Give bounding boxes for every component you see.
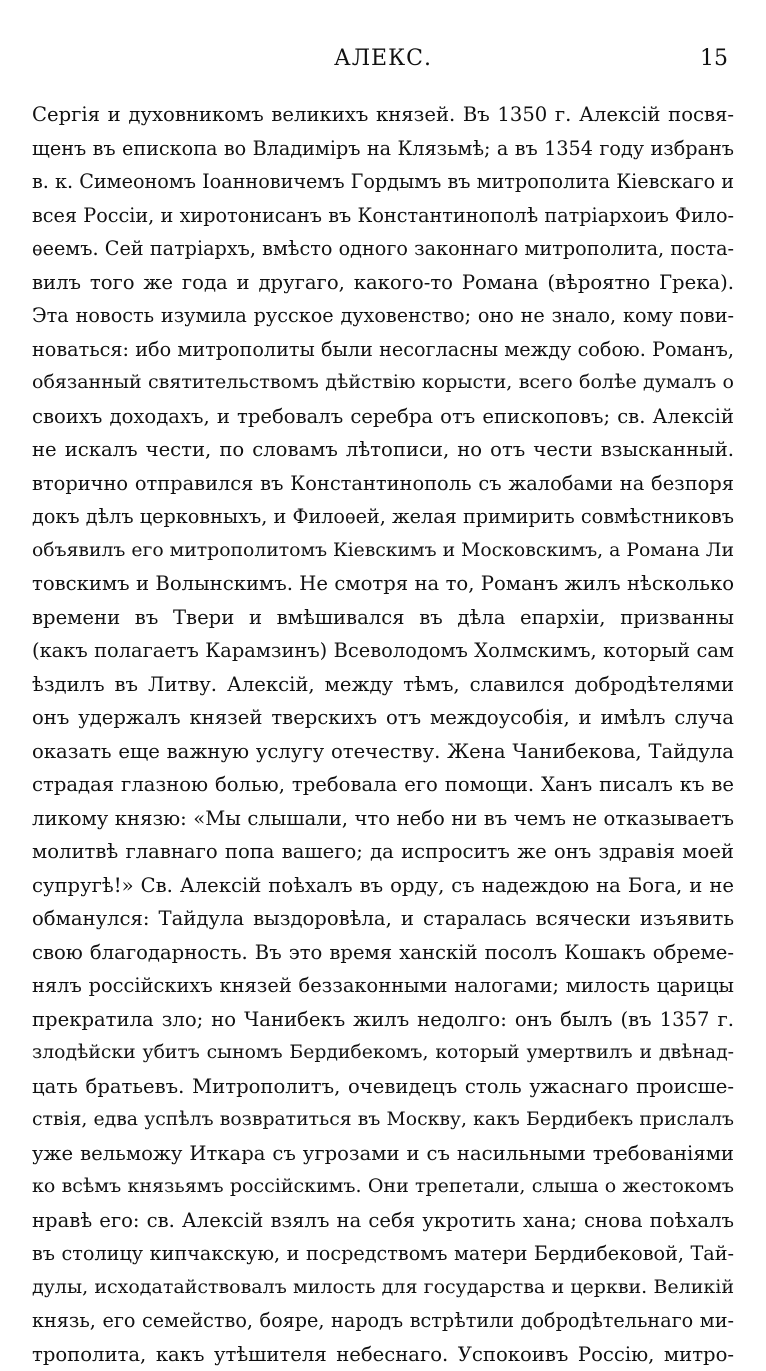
text-line: уже вельможу Иткара съ угрозами и съ насильными требованіями — [32, 1137, 734, 1171]
text-line: объявилъ его митрополитомъ Кіевскимъ и Московскимъ, а Романа Ли — [32, 534, 734, 568]
text-line: Эта новость изумила русское духовенство; оно не знало, кому пови- — [32, 299, 734, 333]
text-line: молитвѣ главнаго попа вашего; да испроситъ же онъ здравія моей — [32, 835, 734, 869]
page-header — [0, 46, 766, 80]
text-line: страдая глазною болью, требовала его помощи. Ханъ писалъ къ ве — [32, 768, 734, 802]
text-line: щенъ въ епископа во Владиміръ на Клязьмѣ; а въ 1354 году избранъ — [32, 132, 734, 166]
text-line: ѣздилъ въ Литву. Алексій, между тѣмъ, славился добродѣтелями — [32, 668, 734, 702]
text-line: князь, его семейство, бояре, народъ встрѣтили добродѣтельнаго ми- — [32, 1304, 734, 1338]
text-line: Сергія и духовникомъ великихъ князей. Въ 1350 г. Алексій посвя- — [32, 98, 734, 132]
text-line: ликому князю: «Мы слышали, что небо ни въ чемъ не отказываетъ — [32, 802, 734, 836]
text-line: свою благодарность. Въ это время ханскій посолъ Кошакъ обреме- — [32, 936, 734, 970]
text-line: нялъ россійскихъ князей беззаконными налогами; милость царицы — [32, 969, 734, 1003]
text-line: вилъ того же года и другаго, какого-то Романа (вѣроятно Грека). — [32, 266, 734, 300]
body-text — [32, 98, 734, 1371]
text-line: нравѣ его: св. Алексій взялъ на себя укротить хана; снова поѣхалъ — [32, 1204, 734, 1238]
text-line: обязанный святительствомъ дѣйствію корысти, всего болѣе думалъ о — [32, 366, 734, 400]
text-line: своихъ доходахъ, и требовалъ серебра отъ епископовъ; св. Алексій — [32, 400, 734, 434]
page-number: 15 — [700, 46, 728, 71]
text-line: (какъ полагаетъ Карамзинъ) Всеволодомъ Холмскимъ, который сам — [32, 634, 734, 668]
running-head: АЛЕКС. — [0, 46, 766, 71]
text-line: времени въ Твери и вмѣшивался въ дѣла епархіи, призванны — [32, 601, 734, 635]
text-line: вторично отправился въ Константинополь съ жалобами на безпоря — [32, 467, 734, 501]
text-line: ѳеемъ. Сей патріархъ, вмѣсто одного законнаго митрополита, поста- — [32, 232, 734, 266]
text-line: товскимъ и Волынскимъ. Не смотря на то, Романъ жилъ нѣсколько — [32, 567, 734, 601]
text-line: въ столицу кипчакскую, и посредствомъ матери Бердибековой, Тай- — [32, 1237, 734, 1271]
text-line: в. к. Симеономъ Іоанновичемъ Гордымъ въ митрополита Кіевскаго и — [32, 165, 734, 199]
text-line: онъ удержалъ князей тверскихъ отъ междоусобія, и имѣлъ случа — [32, 701, 734, 735]
text-line: злодѣйски убитъ сыномъ Бердибекомъ, который умертвилъ и двѣнад- — [32, 1036, 734, 1070]
text-line: новаться: ибо митрополиты были несогласны между собою. Романъ, — [32, 333, 734, 367]
text-line: оказать еще важную услугу отечеству. Жена Чанибекова, Тайдула — [32, 735, 734, 769]
text-line: обманулся: Тайдула выздоровѣла, и старалась всячески изъявить — [32, 902, 734, 936]
text-line: супругѣ!» Св. Алексій поѣхалъ въ орду, съ надеждою на Бога, и не — [32, 869, 734, 903]
text-line: цать братьевъ. Митрополитъ, очевидецъ столь ужаснаго происше- — [32, 1070, 734, 1104]
text-line: докъ дѣлъ церковныхъ, и Филоѳей, желая примирить совмѣстниковъ — [32, 500, 734, 534]
text-line: ко всѣмъ князьямъ россійскимъ. Они трепетали, слыша о жестокомъ — [32, 1170, 734, 1204]
text-line: трополита, какъ утѣшителя небеснаго. Успокоивъ Россію, митро- — [32, 1338, 734, 1371]
text-line: всея Россіи, и хиротонисанъ въ Константинополѣ патріархоиъ Фило- — [32, 199, 734, 233]
text-line: не искалъ чести, по словамъ лѣтописи, но отъ чести взысканный. — [32, 433, 734, 467]
text-line: ствія, едва успѣлъ возвратиться въ Москву, какъ Бердибекъ прислалъ — [32, 1103, 734, 1137]
text-line: дулы, исходатайствовалъ милость для государства и церкви. Великій — [32, 1271, 734, 1305]
text-line: прекратила зло; но Чанибекъ жилъ недолго: онъ былъ (въ 1357 г. — [32, 1003, 734, 1037]
